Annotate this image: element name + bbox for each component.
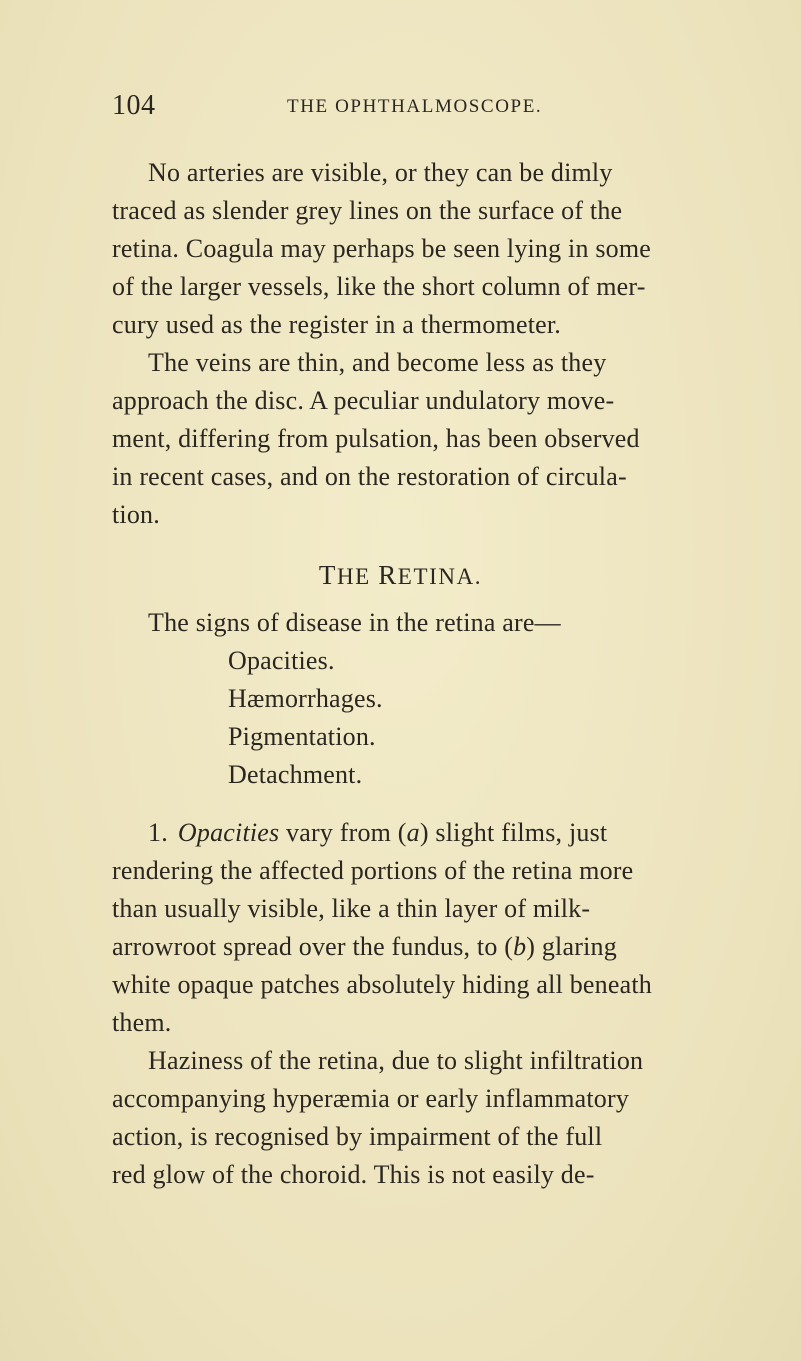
heading-t-rest: HE — [336, 564, 371, 589]
para4-line-1: Haziness of the retina, due to slight infiltration — [148, 1046, 644, 1075]
para3-text: ) glaring — [526, 932, 617, 961]
para2-line-5: tion. — [112, 500, 160, 529]
para3-text: arrowroot spread over the fundus, to ( — [112, 932, 514, 961]
heading-r-cap: R — [378, 560, 398, 590]
para4-line-4: red glow of the choroid. This is not easily de- — [112, 1160, 595, 1189]
para1-line-1: No arteries are visible, or they can be dimly — [148, 158, 613, 187]
para3-line-2: rendering the affected portions of the retina more — [112, 856, 634, 885]
para3-italic-term: Opacities — [177, 818, 280, 847]
page-header — [112, 90, 752, 122]
para1-line-2: traced as slender grey lines on the surface of the — [112, 196, 623, 225]
para4-line-2: accompanying hyperæmia or early inflammatory — [112, 1084, 630, 1113]
para4-line-3: action, is recognised by impairment of the full — [112, 1122, 603, 1151]
para2-line-3: ment, differing from pulsation, has been observed — [112, 424, 640, 453]
para3-letter-b: b — [513, 932, 527, 961]
para3-text: ) slight films, just — [419, 818, 608, 847]
para3-line-1 — [148, 818, 607, 848]
para3-line-4 — [112, 932, 617, 962]
section-heading — [0, 560, 801, 591]
para2-line-4: in recent cases, and on the restoration of circula- — [112, 462, 627, 491]
para3-line-5: white opaque patches absolutely hiding all beneath — [112, 970, 652, 999]
para1-line-3: retina. Coagula may perhaps be seen lying in some — [112, 234, 652, 263]
para2-line-2: approach the disc. A peculiar undulatory move- — [112, 386, 615, 415]
para1-line-4: of the larger vessels, like the short column of mer- — [112, 272, 646, 301]
sign-item: Pigmentation. — [228, 722, 376, 751]
sign-item: Hæmorrhages. — [228, 684, 383, 713]
para2-line-1: The veins are thin, and become less as they — [148, 348, 607, 377]
para3-letter-a: a — [406, 818, 420, 847]
sign-item: Detachment. — [228, 760, 363, 789]
sign-item: Opacities. — [228, 646, 335, 675]
page-number: 104 — [112, 90, 156, 121]
para1-line-5: cury used as the register in a thermometer. — [112, 310, 562, 339]
para3-line-3: than usually visible, like a thin layer of milk- — [112, 894, 591, 923]
para3-number: 1. — [148, 818, 168, 847]
para3-text: vary from ( — [279, 818, 407, 847]
heading-r-rest: ETINA. — [397, 564, 483, 589]
para3-line-6: them. — [112, 1008, 172, 1037]
running-title: THE OPHTHALMOSCOPE. — [287, 96, 543, 117]
heading-t-cap: T — [318, 560, 337, 590]
signs-intro: The signs of disease in the retina are— — [148, 608, 561, 637]
